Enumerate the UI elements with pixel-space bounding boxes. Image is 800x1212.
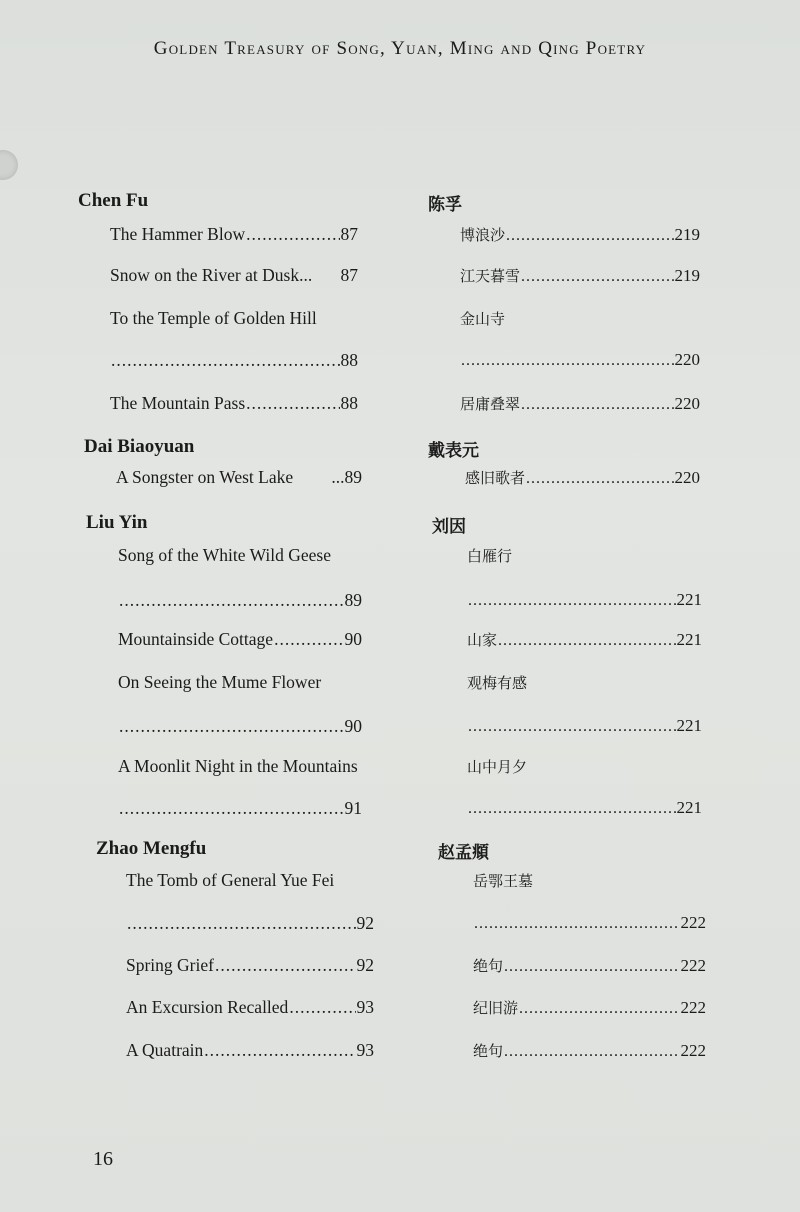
dot-leader [519, 1000, 679, 1018]
entry-title: 山家 [467, 631, 498, 649]
entry-page-number: 222 [680, 998, 706, 1017]
entry-page-number: 221 [676, 630, 702, 649]
entry-title: A Songster on West Lake [116, 467, 294, 487]
entry-page-number: 219 [674, 225, 700, 244]
toc-entry[interactable] [473, 870, 533, 891]
entry-title: 居庸叠翠 [460, 395, 521, 413]
author-heading: 刘因 [432, 517, 466, 537]
entry-page-number: 222 [680, 913, 706, 932]
entry-title: A Moonlit Night in the Mountains [118, 756, 358, 776]
dot-leader [521, 268, 673, 286]
entry-title: The Hammer Blow [110, 224, 246, 244]
entry-page-number: ...89 [331, 467, 362, 487]
dot-leader [461, 352, 674, 370]
dot-leader [468, 592, 676, 610]
entry-page-number: 220 [674, 468, 700, 487]
entry-title: 观梅有感 [467, 674, 528, 692]
entry-title: Song of the White Wild Geese [118, 545, 331, 565]
toc-entry[interactable] [460, 393, 700, 414]
entry-title: 白雁行 [467, 547, 513, 565]
entry-title: 绝句 [473, 957, 504, 975]
dot-leader [468, 718, 676, 736]
entry-title: 博浪沙 [460, 226, 506, 244]
dot-leader [526, 470, 673, 488]
dot-leader [504, 958, 679, 976]
entry-title: 江天暮雪 [460, 267, 521, 285]
toc-entry[interactable] [460, 350, 700, 370]
dot-leader [521, 396, 673, 414]
toc-entry[interactable] [473, 913, 706, 933]
dot-leader [506, 227, 673, 245]
dot-leader [468, 800, 676, 818]
toc-entry[interactable] [473, 1040, 706, 1061]
entry-page-number: 88 [340, 393, 358, 413]
entry-page-number: 220 [674, 394, 700, 413]
page-number: 16 [93, 1148, 113, 1170]
toc-entry[interactable] [467, 798, 702, 818]
toc-entry[interactable] [467, 629, 702, 650]
entry-title: 山中月夕 [467, 758, 528, 776]
entry-title: Spring Grief [126, 955, 214, 975]
entry-title: 金山寺 [460, 310, 506, 328]
entry-page-number: 222 [680, 956, 706, 975]
entry-title: A Quatrain [126, 1040, 204, 1060]
toc-entry[interactable] [467, 756, 527, 777]
author-heading: 戴表元 [428, 441, 479, 461]
entry-title: 岳鄂王墓 [473, 872, 534, 890]
author-heading: Chen Fu [78, 190, 149, 211]
toc-entry[interactable] [467, 672, 527, 693]
entry-page-number: 220 [674, 350, 700, 369]
running-title: Golden Treasury of Song, Yuan, Ming and Qing Poetry [153, 38, 647, 59]
dot-leader [504, 1043, 679, 1061]
author-heading: Liu Yin [86, 512, 148, 533]
entry-page-number: 93 [356, 997, 374, 1017]
toc-entry[interactable] [467, 716, 702, 736]
entry-title: 感旧歌者 [465, 469, 526, 487]
toc-entry[interactable] [467, 590, 702, 610]
entry-page-number: 222 [680, 1041, 706, 1060]
toc-entry[interactable] [460, 308, 505, 329]
toc-entry[interactable] [473, 997, 706, 1018]
toc-entry[interactable] [465, 467, 700, 488]
entry-title: To the Temple of Golden Hill [110, 308, 317, 328]
toc-entry[interactable] [473, 955, 706, 976]
entry-title: 绝句 [473, 1042, 504, 1060]
entry-title: Snow on the River at Dusk... [110, 265, 313, 285]
entry-page-number: 90 [344, 629, 362, 649]
toc-entry[interactable] [460, 265, 700, 286]
entry-page-number: 92 [356, 913, 374, 933]
dot-leader [474, 915, 680, 933]
entry-title: On Seeing the Mume Flower [118, 672, 322, 692]
author-heading: 陈孚 [428, 195, 462, 215]
entry-title: An Excursion Recalled [126, 997, 289, 1017]
entry-page-number: 93 [356, 1040, 374, 1060]
author-heading: Zhao Mengfu [96, 838, 207, 859]
entry-title: Mountainside Cottage [118, 629, 274, 649]
entry-page-number: 87 [340, 265, 358, 285]
entry-title: 纪旧游 [473, 999, 519, 1017]
toc-entry[interactable] [460, 224, 700, 245]
author-heading: 赵孟頫 [438, 843, 489, 863]
entry-page-number: 92 [356, 955, 374, 975]
entry-page-number: 221 [676, 590, 702, 609]
author-heading: Dai Biaoyuan [84, 436, 195, 457]
entry-page-number: 221 [676, 798, 702, 817]
toc-entry[interactable] [467, 545, 512, 566]
entry-title: The Tomb of General Yue Fei [126, 870, 335, 890]
entry-page-number: 88 [340, 350, 358, 370]
entry-page-number: 219 [674, 266, 700, 285]
entry-page-number: 91 [344, 798, 362, 818]
entry-page-number: 89 [344, 590, 362, 610]
entry-page-number: 221 [676, 716, 702, 735]
dot-leader [498, 632, 675, 650]
entry-page-number: 87 [340, 224, 358, 244]
entry-title: The Mountain Pass [110, 393, 246, 413]
entry-page-number: 90 [344, 716, 362, 736]
